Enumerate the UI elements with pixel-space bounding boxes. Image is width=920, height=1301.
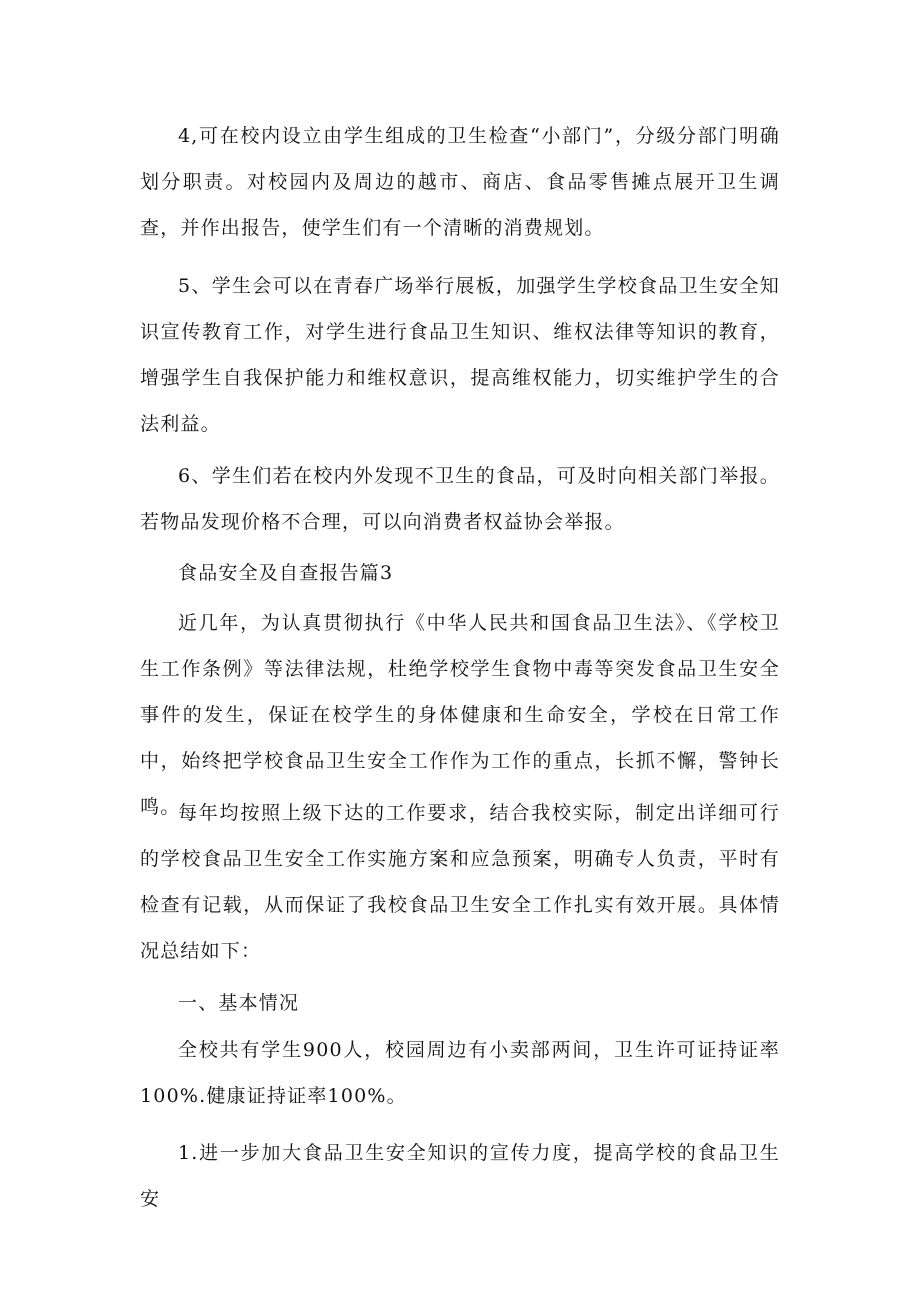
numbered-paragraph-1: 1.进一步加大食品卫生安全知识的宣传力度，提高学校的食品卫生安: [140, 1142, 780, 1210]
section-title: 食品安全及自查报告篇3: [178, 562, 394, 584]
basic-info-paragraph: 全校共有学生900人，校园周边有小卖部两间，卫生许可证持证率100%.健康证持证率100%。: [140, 1039, 780, 1107]
subsection-heading: 一、基本情况: [178, 992, 300, 1014]
paragraph-item-5: 5、学生会可以在青春广场举行展板，加强学生学校食品卫生安全知识宣传教育工作，对学生进行食品卫生知识、维权法律等知识的教育，增强学生自我保护能力和维权意识，提高维权能力，切实维护学生的合法利益。: [140, 275, 780, 435]
paragraph-item-6: 6、学生们若在校内外发现不卫生的食品，可及时向相关部门举报。若物品发现价格不合理，可以向消费者权益协会举报。: [140, 465, 780, 533]
paragraph-item-4: 4,可在校内设立由学生组成的卫生检查“小部门”，分级分部门明确划分职责。对校园内及周边的越市、商店、食品零售摊点展开卫生调查，并作出报告，使学生们有一个清晰的消费规划。: [140, 125, 780, 239]
intro-paragraph: 近几年，为认真贯彻执行《中华人民共和国食品卫生法》、《学校卫生工作条例》等法律法规，杜绝学校学生食物中毒等突发食品卫生安全事件的发生，保证在校学生的身体健康和生命安全，学校在日常工作中，始终把学校食品卫生安全工作作为工作的重点，长抓不懈，警钟长鸣。: [140, 612, 780, 818]
summary-paragraph: 每年均按照上级下达的工作要求，结合我校实际，制定出详细可行的学校食品卫生安全工作实施方案和应急预案，明确专人负责，平时有检查有记载，从而保证了我校食品卫生安全工作扎实有效开展。具体情况总结如下：: [140, 802, 780, 962]
